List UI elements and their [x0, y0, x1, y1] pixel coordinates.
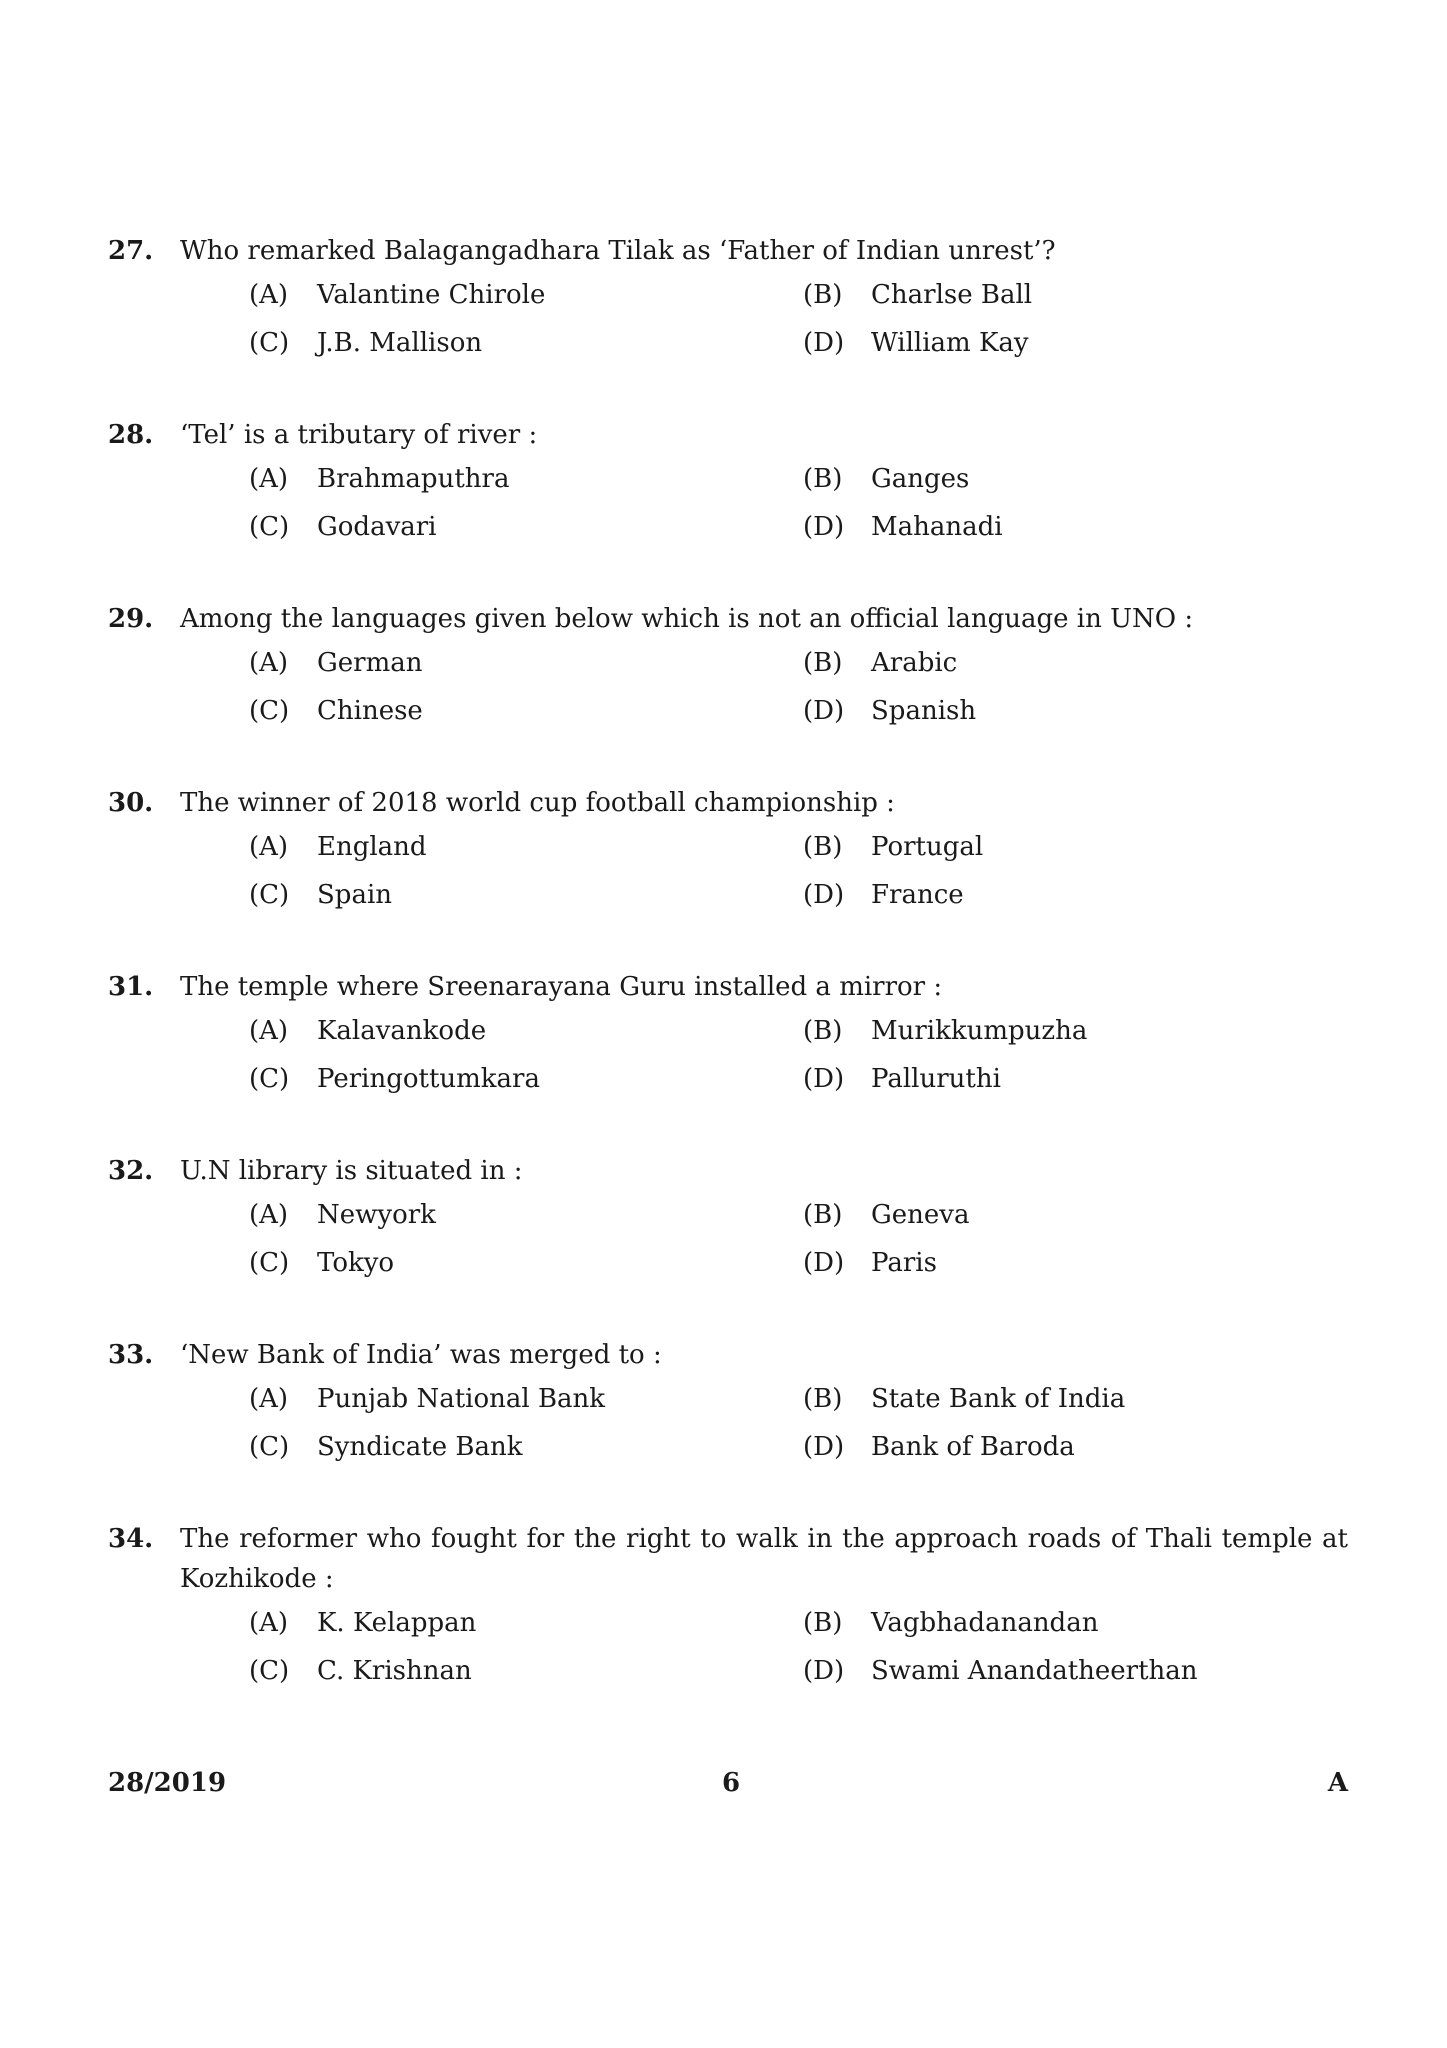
- option-b: (B) Murikkumpuzha: [803, 1016, 1088, 1046]
- option-a: (A) Kalavankode: [249, 1016, 487, 1046]
- question-number: 31.: [108, 972, 154, 1002]
- question-number: 28.: [108, 420, 154, 450]
- question-31: [108, 967, 1348, 1103]
- option-b: (B) Vagbhadanandan: [803, 1608, 1099, 1638]
- page-footer: [108, 1763, 1348, 1803]
- option-d: (D) Palluruthi: [803, 1064, 1001, 1094]
- question-number: 34.: [108, 1524, 154, 1554]
- question-text: Among the languages given below which is not an official language in UNO :: [180, 604, 1194, 634]
- question-number: 30.: [108, 788, 154, 818]
- option-c: (C) Tokyo: [249, 1248, 395, 1278]
- option-c: (C) J.B. Mallison: [249, 328, 483, 358]
- question-32: [108, 1151, 1348, 1287]
- series-code: A: [1327, 1768, 1348, 1798]
- question-text: ‘Tel’ is a tributary of river :: [180, 420, 538, 450]
- question-text: ‘New Bank of India’ was merged to :: [180, 1340, 662, 1370]
- option-c: (C) Syndicate Bank: [249, 1432, 523, 1462]
- option-c: (C) C. Krishnan: [249, 1656, 472, 1686]
- page-number: 6: [722, 1768, 741, 1798]
- question-number: 27.: [108, 236, 154, 266]
- question-30: [108, 783, 1348, 919]
- question-27: [108, 231, 1348, 367]
- question-text: The temple where Sreenarayana Guru installed a mirror :: [180, 972, 943, 1002]
- option-b: (B) Geneva: [803, 1200, 970, 1230]
- question-33: [108, 1335, 1348, 1471]
- option-d: (D) Mahanadi: [803, 512, 1003, 542]
- question-text: The winner of 2018 world cup football championship :: [180, 788, 895, 818]
- option-c: (C) Spain: [249, 880, 393, 910]
- option-a: (A) Brahmaputhra: [249, 464, 510, 494]
- question-text: Who remarked Balagangadhara Tilak as ‘Father of Indian unrest’?: [180, 236, 1056, 266]
- option-c: (C) Chinese: [249, 696, 423, 726]
- option-d: (D) Paris: [803, 1248, 937, 1278]
- option-d: (D) Bank of Baroda: [803, 1432, 1075, 1462]
- option-b: (B) Ganges: [803, 464, 970, 494]
- option-b: (B) Charlse Ball: [803, 280, 1033, 310]
- option-a: (A) German: [249, 648, 423, 678]
- option-a: (A) Punjab National Bank: [249, 1384, 606, 1414]
- option-b: (B) Arabic: [803, 648, 958, 678]
- option-a: (A) England: [249, 832, 427, 862]
- question-number: 32.: [108, 1156, 154, 1186]
- question-29: [108, 599, 1348, 735]
- option-b: (B) State Bank of India: [803, 1384, 1126, 1414]
- option-d: (D) Spanish: [803, 696, 977, 726]
- question-text: The reformer who fought for the right to walk in the approach roads of Thali temple at Kozhikode :: [180, 1524, 1348, 1594]
- option-a: (A) K. Kelappan: [249, 1608, 477, 1638]
- question-28: [108, 415, 1348, 551]
- question-number: 33.: [108, 1340, 154, 1370]
- option-c: (C) Peringottumkara: [249, 1064, 540, 1094]
- option-c: (C) Godavari: [249, 512, 437, 542]
- option-a: (A) Newyork: [249, 1200, 436, 1230]
- option-d: (D) Swami Anandatheerthan: [803, 1656, 1198, 1686]
- question-34: [108, 1519, 1348, 1695]
- question-number: 29.: [108, 604, 154, 634]
- option-d: (D) France: [803, 880, 964, 910]
- paper-code: 28/2019: [108, 1768, 227, 1798]
- option-b: (B) Portugal: [803, 832, 984, 862]
- option-a: (A) Valantine Chirole: [249, 280, 546, 310]
- question-text: U.N library is situated in :: [180, 1156, 523, 1186]
- option-d: (D) William Kay: [803, 328, 1029, 358]
